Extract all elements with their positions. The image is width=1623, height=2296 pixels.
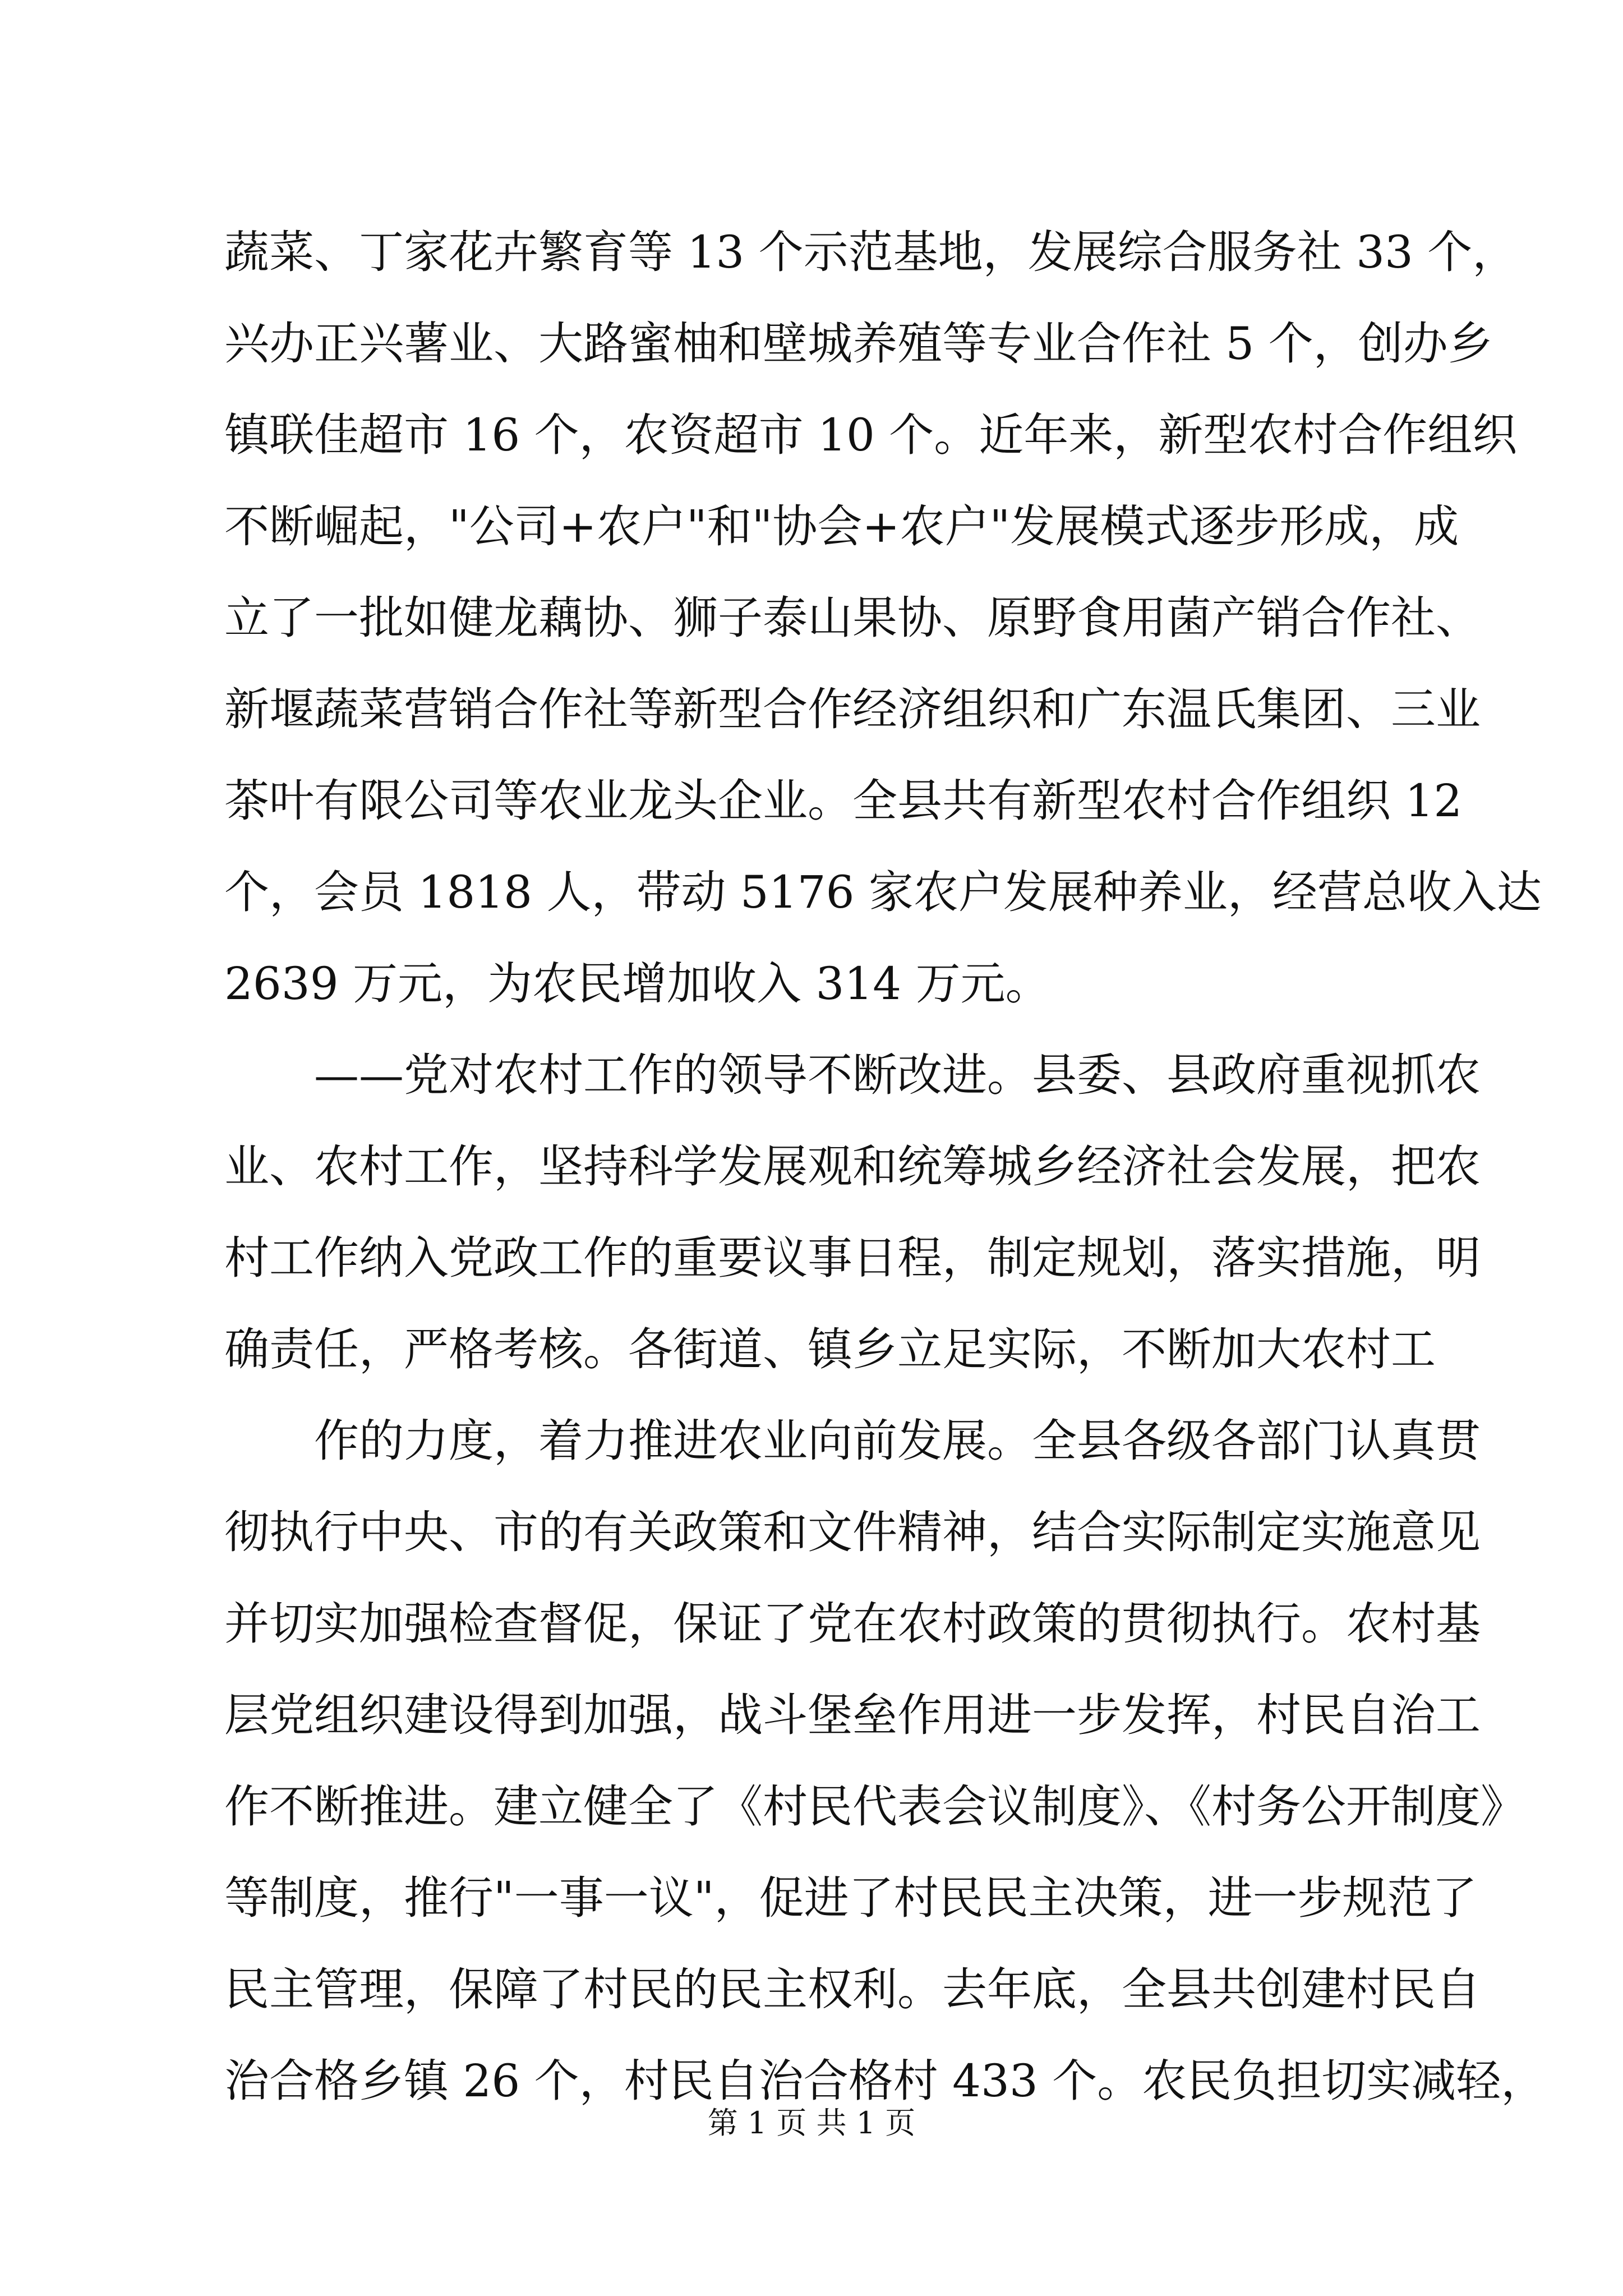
text-line: 兴办正兴薯业、大路蜜柚和壁城养殖等专业合作社 5 个，创办乡 [224, 318, 1493, 370]
text-line: 作不断推进。建立健全了《村民代表会议制度》、《村务公开制度》 [224, 1780, 1525, 1833]
text-line: 治合格乡镇 26 个，村民自治合格村 433 个。农民负担切实减轻， [224, 2055, 1546, 2107]
text-line: 村工作纳入党政工作的重要议事日程，制定规划，落实措施，明 [224, 1232, 1481, 1284]
text-line: 新堰蔬菜营销合作社等新型合作经济组织和广东温氏集团、三业 [224, 683, 1481, 735]
text-line: 镇联佳超市 16 个，农资超市 10 个。近年来，新型农村合作组织 [224, 409, 1518, 461]
text-line: 层党组织建设得到加强，战斗堡垒作用进一步发挥，村民自治工 [224, 1689, 1481, 1741]
text-line: 立了一批如健龙藕协、狮子泰山果协、原野食用菌产销合作社、 [224, 592, 1481, 644]
text-line: 民主管理，保障了村民的民主权利。去年底，全县共创建村民自 [224, 1963, 1481, 2016]
paragraph-start-line: ——党对农村工作的领导不断改进。县委、县政府重视抓农 [314, 1049, 1481, 1101]
text-line: 确责任，严格考核。各街道、镇乡立足实际，不断加大农村工 [224, 1323, 1436, 1375]
text-line: 彻执行中央、市的有关政策和文件精神，结合实际制定实施意见 [224, 1506, 1481, 1558]
text-line: 业、农村工作，坚持科学发展观和统筹城乡经济社会发展，把农 [224, 1140, 1481, 1193]
text-line: 个，会员 1818 人，带动 5176 家农户发展种养业，经营总收入达 [224, 866, 1542, 918]
page-footer: 第 1 页 共 1 页 [707, 2105, 916, 2141]
text-line: 并切实加强检查督促，保证了党在农村政策的贯彻执行。农村基 [224, 1598, 1481, 1650]
text-line: 不断崛起，"公司+农户"和"协会+农户"发展模式逐步形成，成 [224, 500, 1459, 553]
text-line: 茶叶有限公司等农业龙头企业。全县共有新型农村合作组织 12 [224, 775, 1463, 827]
paragraph-start-line: 作的力度，着力推进农业向前发展。全县各级各部门认真贯 [314, 1415, 1481, 1467]
text-line: 2639 万元，为农民增加收入 314 万元。 [224, 958, 1050, 1010]
text-line: 蔬菜、丁家花卉繁育等 13 个示范基地，发展综合服务社 33 个， [224, 226, 1518, 278]
text-line: 等制度，推行"一事一议"，促进了村民民主决策，进一步规范了 [224, 1872, 1477, 1924]
